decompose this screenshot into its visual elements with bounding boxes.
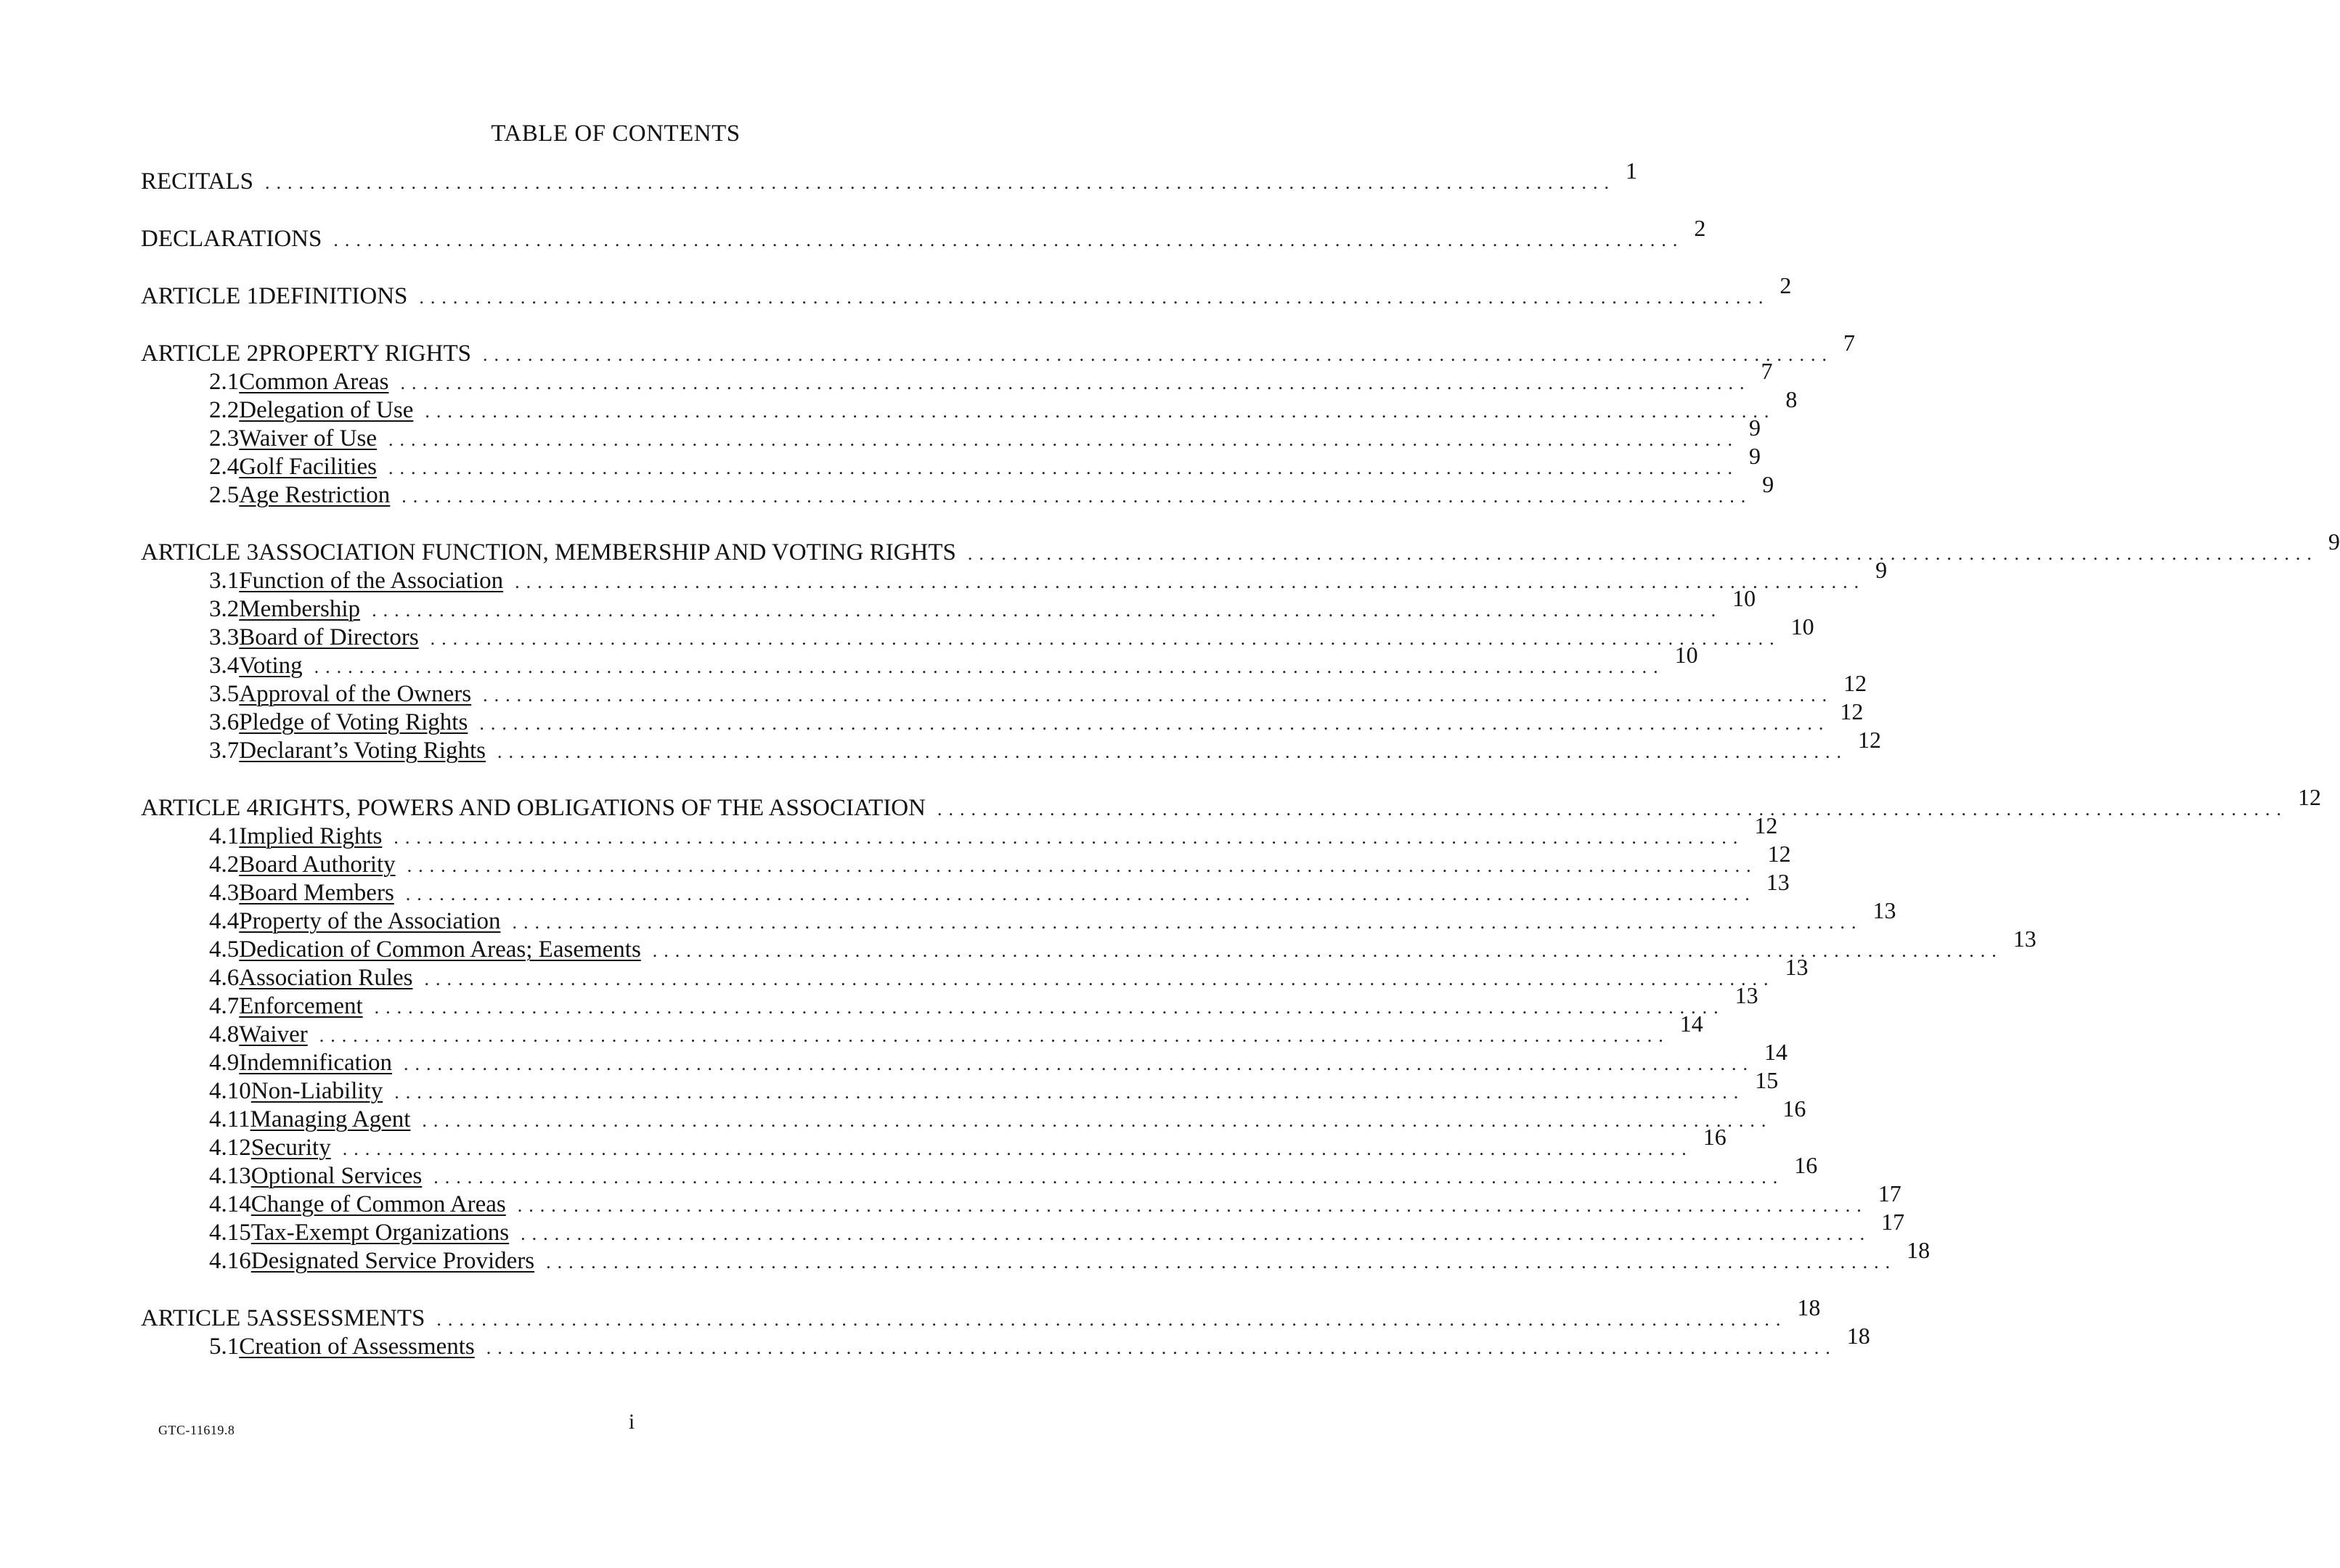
toc-page-number: 13 (1766, 869, 1790, 895)
leader-dots: ........................................................................................................................ (342, 1138, 1693, 1159)
section-number: 4.15 (209, 1220, 251, 1246)
toc-page-number: 16 (1782, 1095, 1806, 1122)
toc-label: Board Members (239, 880, 394, 906)
toc-page-number: 16 (1794, 1152, 1818, 1178)
toc-entry-2-1[interactable] (141, 358, 1773, 396)
toc-page-number: 18 (1797, 1294, 1821, 1320)
section-number: 4.3 (209, 880, 240, 906)
toc-label: DECLARATIONS (141, 226, 322, 252)
leader-dots: ........................................................................................................................ (314, 656, 1665, 677)
leader-dots: ........................................................................................................................ (419, 287, 1770, 308)
toc-label: Delegation of Use (239, 397, 414, 423)
section-number: 3.6 (209, 709, 240, 735)
toc-entry-4-16[interactable] (141, 1237, 1931, 1275)
toc-entry-recitals[interactable] (141, 158, 1638, 195)
leader-dots: ........................................................................................................................ (512, 912, 1863, 933)
toc-label: Managing Agent (250, 1106, 411, 1132)
toc-page-number: 10 (1732, 585, 1756, 611)
toc-entry-4-14[interactable] (141, 1180, 1901, 1218)
toc-entry-4-2[interactable] (141, 841, 1791, 878)
table-of-contents (141, 158, 2340, 1360)
toc-label: Membership (239, 596, 361, 622)
toc-entry-article-3[interactable] (141, 528, 2340, 566)
toc-label: Waiver of Use (239, 425, 378, 452)
document-code: GTC-11619.8 (158, 1423, 235, 1437)
toc-label: Dedication of Common Areas; Easements (239, 936, 641, 963)
leader-dots: ........................................................................................................................ (400, 372, 1751, 393)
toc-entry-declarations[interactable] (141, 215, 1706, 253)
leader-dots: ........................................................................................................................ (486, 1337, 1837, 1358)
toc-label: ASSOCIATION FUNCTION, MEMBERSHIP AND VOTING RIGHTS (258, 539, 956, 565)
toc-label: Optional Services (250, 1163, 423, 1189)
section-number: 4.10 (209, 1078, 251, 1104)
toc-page-number: 17 (1881, 1209, 1905, 1235)
toc-entry-4-3[interactable] (141, 869, 1790, 907)
leader-dots: ........................................................................................................................ (388, 457, 1739, 478)
toc-entry-4-8[interactable] (141, 1010, 1703, 1048)
toc-label: Designated Service Providers (250, 1248, 535, 1274)
leader-dots: ........................................................................................................................ (407, 855, 1758, 876)
leader-dots: ........................................................................................................................ (521, 1223, 1872, 1244)
section-number: 4.7 (209, 993, 240, 1019)
toc-label: Declarant’s Voting Rights (239, 738, 486, 764)
article-number: ARTICLE 1 (141, 283, 259, 309)
section-number: 3.3 (209, 624, 240, 650)
section-number: 4.12 (209, 1135, 251, 1161)
section-number: 3.2 (209, 596, 240, 622)
leader-dots: ........................................................................................................................ (483, 685, 1834, 706)
toc-page-number: 9 (2328, 528, 2340, 555)
toc-label: Indemnification (239, 1050, 393, 1076)
toc-entry-3-2[interactable] (141, 585, 1756, 623)
toc-label: Change of Common Areas (250, 1191, 506, 1217)
leader-dots: ........................................................................................................................ (372, 600, 1723, 621)
article-number: ARTICLE 5 (141, 1305, 259, 1331)
leader-dots: ........................................................................................................................ (483, 344, 1834, 365)
leader-dots: ........................................................................................................................ (436, 1309, 1787, 1330)
leader-dots: ........................................................................................................................ (422, 1110, 1773, 1131)
toc-label: Common Areas (239, 369, 389, 395)
toc-entry-3-6[interactable] (141, 698, 1864, 736)
toc-page-number: 18 (1846, 1323, 1870, 1349)
toc-entry-4-12[interactable] (141, 1124, 1727, 1161)
leader-dots: ........................................................................................................................ (515, 571, 1866, 592)
toc-page-number: 18 (1907, 1237, 1931, 1263)
toc-entry-4-6[interactable] (141, 954, 1809, 992)
leader-dots: ........................................................................................................................ (319, 1025, 1670, 1046)
section-number: 3.7 (209, 738, 240, 764)
toc-page-number: 9 (1875, 557, 1888, 583)
toc-page-number: 7 (1843, 330, 1856, 356)
leader-dots: ........................................................................................................................ (404, 1053, 1755, 1074)
toc-label: Approval of the Owners (239, 681, 472, 707)
section-number: 4.2 (209, 852, 240, 878)
leader-dots: ........................................................................................................................ (546, 1251, 1897, 1273)
section-number: 2.3 (209, 425, 240, 452)
section-number: 5.1 (209, 1334, 240, 1360)
toc-page-number: 13 (1872, 897, 1896, 923)
toc-label: Waiver (239, 1021, 308, 1048)
leader-dots: ........................................................................................................................ (430, 628, 1781, 649)
toc-page-number: 7 (1761, 358, 1773, 384)
toc-entry-2-5[interactable] (141, 471, 1774, 509)
toc-page-number: 10 (1674, 642, 1698, 668)
toc-page-number: 10 (1790, 613, 1814, 640)
toc-label: ASSESSMENTS (258, 1305, 425, 1331)
toc-entry-article-2[interactable] (141, 330, 1856, 367)
section-number: 4.8 (209, 1021, 240, 1048)
section-number: 3.1 (209, 568, 240, 594)
toc-entry-3-4[interactable] (141, 642, 1698, 679)
section-number: 2.2 (209, 397, 240, 423)
toc-page-number: 12 (1858, 727, 1882, 753)
toc-page-number: 12 (1754, 812, 1778, 838)
leader-dots: ........................................................................................................................ (652, 940, 2003, 961)
toc-entry-2-4[interactable] (141, 443, 1761, 481)
section-number: 4.5 (209, 936, 240, 963)
leader-dots: ........................................................................................................................ (374, 997, 1725, 1018)
section-number: 4.13 (209, 1163, 251, 1189)
toc-page-number: 16 (1703, 1124, 1727, 1150)
toc-entry-4-4[interactable] (141, 897, 1896, 935)
toc-label: Enforcement (239, 993, 363, 1019)
toc-label: Function of the Association (239, 568, 504, 594)
article-number: ARTICLE 2 (141, 340, 259, 367)
toc-label: DEFINITIONS (258, 283, 408, 309)
toc-entry-article-5[interactable] (141, 1294, 1821, 1332)
toc-label: Creation of Assessments (239, 1334, 475, 1360)
toc-label: Property of the Association (239, 908, 501, 934)
toc-page-number: 9 (1748, 443, 1761, 469)
toc-page-number: 13 (1785, 954, 1809, 980)
toc-page-number: 9 (1749, 415, 1761, 441)
toc-page-number: 2 (1780, 272, 1792, 298)
toc-entry-3-5[interactable] (141, 670, 1867, 708)
toc-label: Implied Rights (239, 823, 383, 849)
section-number: 4.6 (209, 965, 240, 991)
leader-dots: ........................................................................................................................ (394, 827, 1745, 848)
toc-page-number: 13 (1734, 982, 1758, 1008)
page-number: i (628, 1410, 635, 1434)
leader-dots: ........................................................................................................................ (265, 172, 1616, 193)
toc-entry-4-13[interactable] (141, 1152, 1818, 1190)
toc-label: Board Authority (239, 852, 396, 878)
toc-page-number: 12 (2297, 784, 2321, 810)
page-title: TABLE OF CONTENTS (491, 121, 741, 147)
toc-entry-4-15[interactable] (141, 1209, 1905, 1246)
toc-page-number: 13 (2013, 926, 2037, 952)
article-number: ARTICLE 3 (141, 539, 259, 565)
leader-dots: ........................................................................................................................ (401, 486, 1753, 507)
section-number: 3.5 (209, 681, 240, 707)
toc-page-number: 8 (1785, 386, 1798, 412)
toc-label: Pledge of Voting Rights (239, 709, 468, 735)
toc-page-number: 12 (1843, 670, 1867, 696)
leader-dots: ........................................................................................................................ (333, 229, 1684, 250)
leader-dots: ........................................................................................................................ (394, 1082, 1745, 1103)
leader-dots: ........................................................................................................................ (405, 883, 1756, 905)
leader-dots: ........................................................................................................................ (937, 799, 2288, 820)
section-number: 4.16 (209, 1248, 251, 1274)
toc-page-number: 15 (1755, 1067, 1779, 1093)
leader-dots: ........................................................................................................................ (388, 429, 1740, 450)
section-number: 2.5 (209, 482, 240, 508)
toc-label: RIGHTS, POWERS AND OBLIGATIONS OF THE ASSOCIATION (258, 795, 926, 821)
toc-entry-3-7[interactable] (141, 727, 1882, 764)
toc-page-number: 9 (1762, 471, 1774, 497)
leader-dots: ........................................................................................................................ (967, 543, 2318, 564)
toc-label: Voting (239, 653, 303, 679)
toc-entry-4-10[interactable] (141, 1067, 1779, 1105)
toc-label: RECITALS (141, 168, 254, 195)
toc-entry-article-4[interactable] (141, 784, 2321, 822)
section-number: 4.14 (209, 1191, 251, 1217)
toc-label: Age Restriction (239, 482, 391, 508)
leader-dots: ........................................................................................................................ (425, 401, 1776, 422)
toc-entry-5-1[interactable] (141, 1323, 1870, 1360)
leader-dots: ........................................................................................................................ (424, 968, 1775, 989)
toc-label: Non-Liability (250, 1078, 383, 1104)
toc-page-number: 17 (1878, 1180, 1901, 1206)
toc-page-number: 14 (1679, 1010, 1703, 1037)
leader-dots: ........................................................................................................................ (517, 1195, 1868, 1216)
toc-label: Association Rules (239, 965, 413, 991)
toc-entry-3-3[interactable] (141, 613, 1814, 651)
toc-entry-4-1[interactable] (141, 812, 1778, 850)
toc-entry-4-11[interactable] (141, 1095, 1806, 1133)
toc-label: Board of Directors (239, 624, 419, 650)
section-number: 4.4 (209, 908, 240, 934)
toc-entry-3-1[interactable] (141, 557, 1888, 595)
leader-dots: ........................................................................................................................ (433, 1167, 1785, 1188)
section-number: 2.1 (209, 369, 240, 395)
toc-page-number: 14 (1764, 1039, 1788, 1065)
section-number: 4.11 (209, 1106, 250, 1132)
toc-entry-4-5[interactable] (141, 926, 2037, 963)
toc-label: PROPERTY RIGHTS (258, 340, 472, 367)
toc-entry-4-7[interactable] (141, 982, 1758, 1020)
section-number: 3.4 (209, 653, 240, 679)
toc-label: Golf Facilities (239, 454, 377, 480)
toc-entry-2-2[interactable] (141, 386, 1798, 424)
toc-page-number: 12 (1767, 841, 1791, 867)
toc-entry-article-1[interactable] (141, 272, 1792, 310)
toc-page-number: 2 (1694, 215, 1706, 241)
toc-page-number: 1 (1626, 158, 1638, 184)
toc-label: Tax-Exempt Organizations (250, 1220, 510, 1246)
toc-entry-2-3[interactable] (141, 415, 1761, 452)
section-number: 4.1 (209, 823, 240, 849)
leader-dots: ........................................................................................................................ (497, 741, 1848, 762)
leader-dots: ........................................................................................................................ (479, 713, 1830, 734)
toc-entry-4-9[interactable] (141, 1039, 1788, 1077)
toc-label: Security (250, 1135, 331, 1161)
toc-page-number: 12 (1840, 698, 1864, 724)
section-number: 4.9 (209, 1050, 240, 1076)
article-number: ARTICLE 4 (141, 795, 259, 821)
section-number: 2.4 (209, 454, 240, 480)
